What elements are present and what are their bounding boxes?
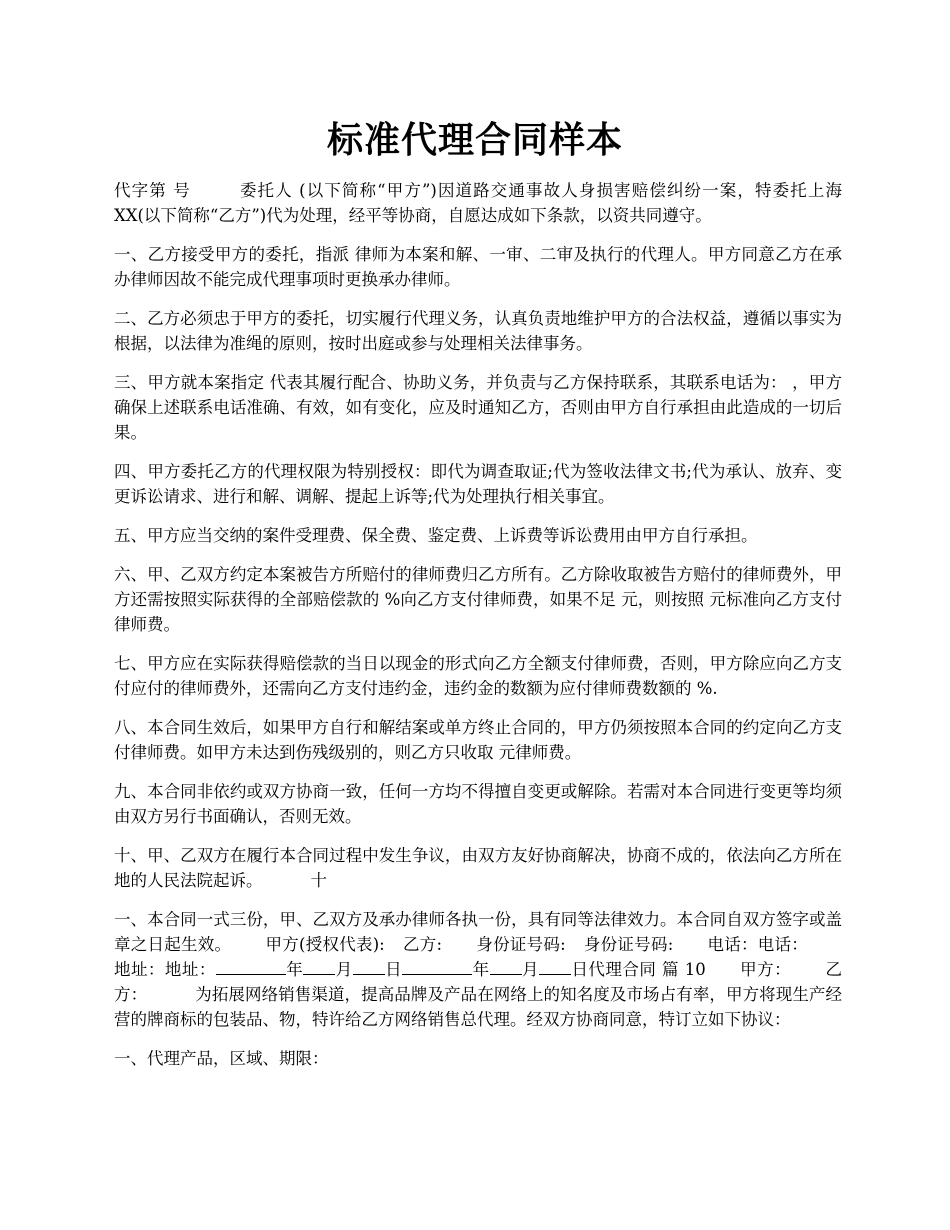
party-b-signature-label: 乙方: xyxy=(402,935,443,954)
month-label: 月 xyxy=(521,960,539,979)
clause-10-tail: 十 xyxy=(310,871,327,890)
clause-8: 八、本合同生效后，如果甲方自行和解结案或单方终止合同的，甲方仍须按照本合同的约定向乙方支付律师费。如甲方未达到伤残级别的，则乙方只收取 元律师费。 xyxy=(114,718,842,762)
intro-paragraph xyxy=(114,178,842,228)
date-blank xyxy=(402,958,472,975)
intro-text: 委托人 (以下简称“甲方”)因道路交通事故人身损害赔偿纠纷一案，特委托上海 XX(以下简称“乙方”)代为处理，经平等协商，自愿达成如下条款，以资共同遵守。 xyxy=(114,181,842,225)
phone-labels: 电话：电话： xyxy=(707,935,809,954)
clause-6: 六、甲、乙双方约定本案被告方所赔付的律师费归乙方所有。乙方除收取被告方赔付的律师费外，甲方还需按照实际获得的全部赔偿款的 %向乙方支付律师费，如果不足 元，则按照 元标准向乙方支付律师费。 xyxy=(114,565,842,634)
month-label: 月 xyxy=(335,960,353,979)
party-a-id-label: 身份证号码: xyxy=(476,935,566,954)
clause-5: 五、甲方应当交纳的案件受理费、保全费、鉴定费、上诉费等诉讼费用由甲方自行承担。 xyxy=(114,526,758,545)
clause-1: 一、乙方接受甲方的委托，指派 律师为本案和解、一审、二审及执行的代理人。甲方同意乙方在承办律师因故不能完成代理事项时更换承办律师。 xyxy=(114,245,842,289)
day-label: 日 xyxy=(384,960,403,979)
date-blank xyxy=(490,958,522,975)
party-b-label: 乙方： xyxy=(114,960,843,1004)
party-a-signature-label: 甲方(授权代表): xyxy=(265,935,385,954)
date-blank xyxy=(539,958,571,975)
clause-2: 二、乙方必须忠于甲方的委托，切实履行代理义务，认真负责地维护甲方的合法权益，遵循以事实为根据，以法律为准绳的原则，按时出庭或参与处理相关法律事务。 xyxy=(114,309,842,353)
clause-10-text: 十、甲、乙双方在履行本合同过程中发生争议，由双方友好协商解决，协商不成的，依法向乙方所在地的人民法院起诉。 xyxy=(114,846,842,890)
document-title: 标准代理合同样本 xyxy=(326,119,623,161)
date-blank xyxy=(303,958,335,975)
clause-11-text: 一、本合同一式三份，甲、乙双方及承办律师各执一份，具有同等法律效力。本合同自双方签字或盖章之日起生效。 xyxy=(114,910,842,954)
clause-11-signature-block xyxy=(114,907,842,1032)
date-blank xyxy=(353,958,385,975)
contract-number: 代字第 号 xyxy=(114,181,191,200)
address-labels: 地址：地址： xyxy=(114,960,216,979)
section-heading-products: 一、代理产品，区域、期限： xyxy=(114,1049,329,1068)
party-a-label: 甲方： xyxy=(739,960,792,979)
clause-9: 九、本合同非依约或双方协商一致，任何一方均不得擅自变更或解除。若需对本合同进行变更等均须由双方另行书面确认，否则无效。 xyxy=(114,782,842,826)
date-blank xyxy=(216,958,286,975)
day-label: 日代 xyxy=(571,960,606,979)
agency-intro-text: 为拓展网络销售渠道，提高品牌及产品在网络上的知名度及市场占有率，甲方将现生产经营的牌商标的包装品、物，特许给乙方网络销售总代理。经双方协商同意，特订立如下协议： xyxy=(114,985,843,1029)
clause-4: 四、甲方委托乙方的代理权限为特别授权：即代为调查取证;代为签收法律文书;代为承认、放弃、变更诉讼请求、进行和解、调解、提起上诉等;代为处理执行相关事宜。 xyxy=(114,462,842,506)
clause-3: 三、甲方就本案指定 代表其履行配合、协助义务，并负责与乙方保持联系，其联系电话为： ，甲方确保上述联系电话准确、有效，如有变化，应及时通知乙方，否则由甲方自行承担由此造成的一切后果。 xyxy=(114,373,842,442)
document-body xyxy=(114,178,842,1085)
clause-10 xyxy=(114,843,842,893)
contract-section-label: 理合同 篇 10 xyxy=(605,960,706,979)
year-label: 年 xyxy=(472,960,490,979)
year-label: 年 xyxy=(285,960,304,979)
clause-7: 七、甲方应在实际获得赔偿款的当日以现金的形式向乙方全额支付律师费，否则，甲方除应向乙方支付应付的律师费外，还需向乙方支付违约金，违约金的数额为应付律师费数额的 %. xyxy=(114,654,842,698)
party-b-id-label: 身份证号码: xyxy=(583,935,674,954)
